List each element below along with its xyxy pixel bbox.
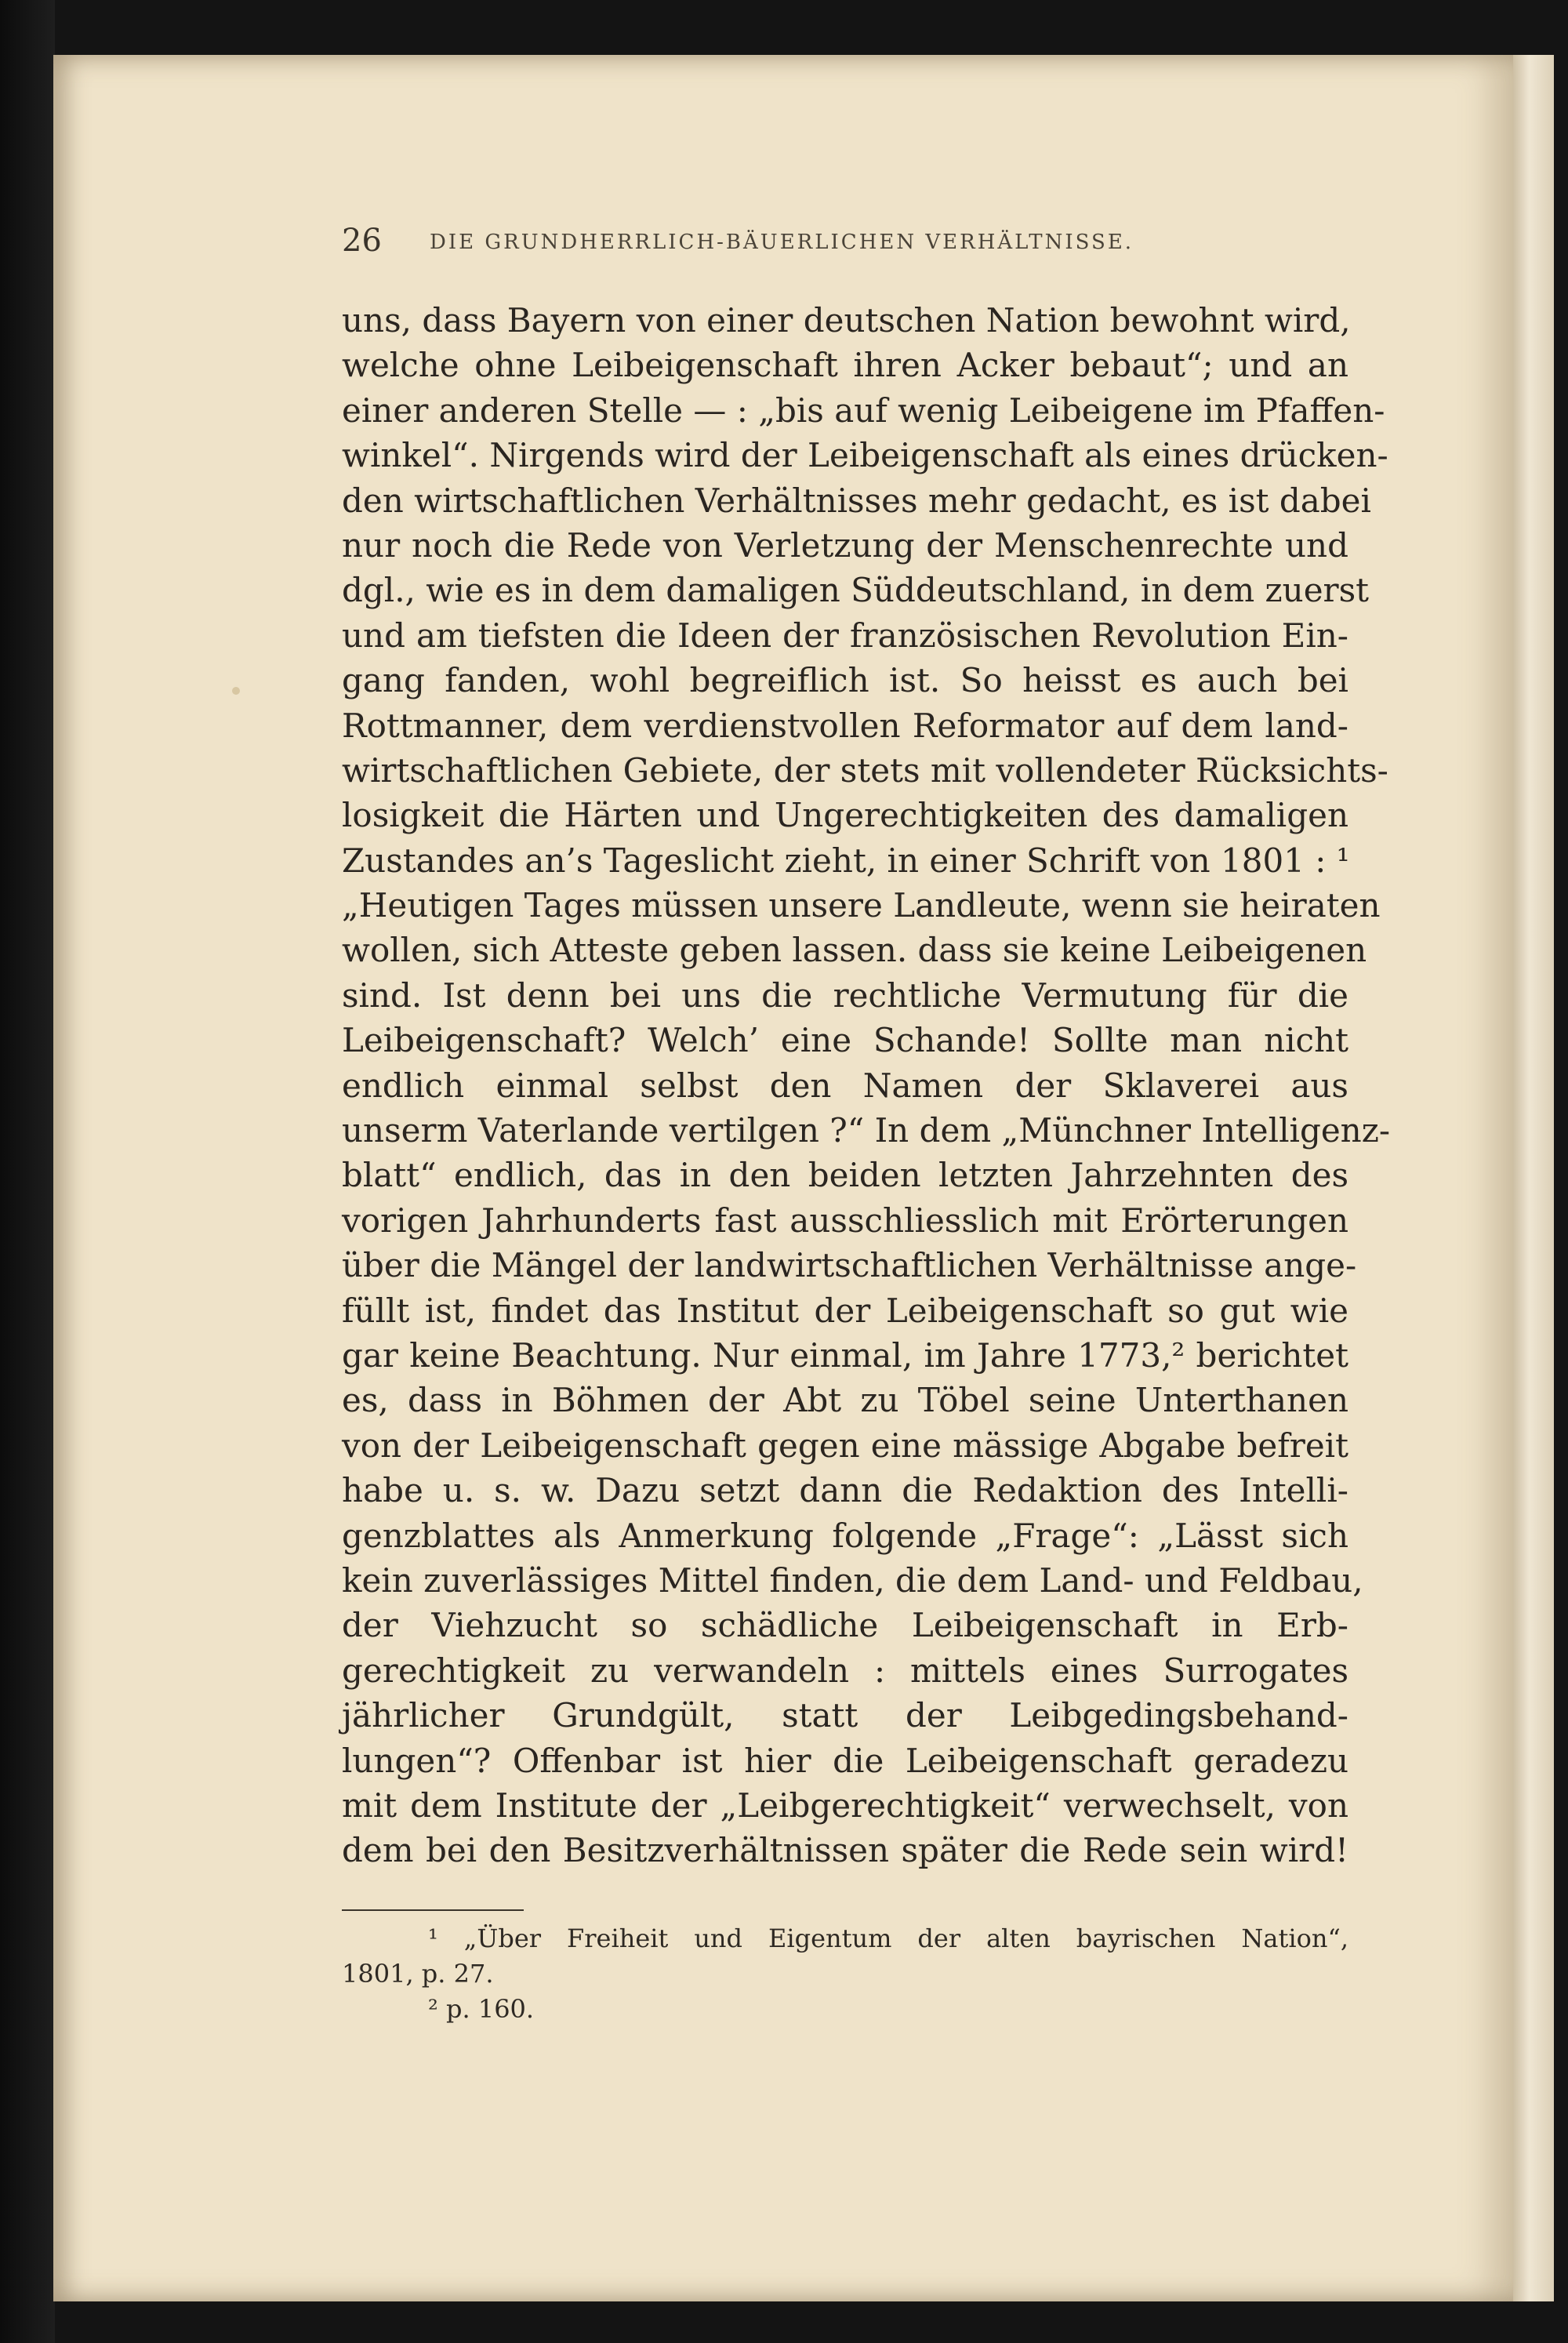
footnote-1-line-2: 1801, p. 27. xyxy=(342,1959,494,1989)
footnotes xyxy=(342,1921,1348,2027)
text-line: Leibeigenschaft? Welch’ eine Schande! Sollte man nicht xyxy=(342,1021,1348,1060)
text-line: es, dass in Böhmen der Abt zu Töbel seine Unterthanen xyxy=(342,1381,1348,1420)
page-edge xyxy=(1513,55,1554,2301)
text-line: gar keine Beachtung. Nur einmal, im Jahre 1773,² berichtet xyxy=(342,1335,1348,1375)
text-line: sind. Ist denn bei uns die rechtliche Vermutung für die xyxy=(342,975,1348,1015)
text-line: unserm Vaterlande vertilgen ?“ In dem „Münchner Intelligenz- xyxy=(342,1111,1391,1150)
text-line: gang fanden, wohl begreiflich ist. So heisst es auch bei xyxy=(342,661,1348,700)
text-line: nur noch die Rede von Verletzung der Menschenrechte und xyxy=(342,525,1348,565)
text-line: den wirtschaftlichen Verhältnisses mehr gedacht, es ist dabei xyxy=(342,481,1371,520)
book-gutter xyxy=(0,0,55,2343)
text-line: blatt“ endlich, das in den beiden letzten Jahrzehnten des xyxy=(342,1156,1348,1195)
text-line: von der Leibeigenschaft gegen eine mässige Abgabe befreit xyxy=(342,1426,1348,1465)
text-line: Zustandes an’s Tageslicht zieht, in einer Schrift von 1801 : ¹ xyxy=(342,841,1350,880)
page-number: 26 xyxy=(342,223,382,259)
text-line: einer anderen Stelle — : „bis auf wenig Leibeigene im Pfaffen- xyxy=(342,390,1385,430)
text-line: jährlicher Grundgült, statt der Leibgedingsbehand- xyxy=(342,1696,1348,1735)
text-line: über die Mängel der landwirtschaftlichen Verhältnisse ange- xyxy=(342,1246,1357,1285)
text-line: lungen“? Offenbar ist hier die Leibeigenschaft geradezu xyxy=(342,1741,1348,1780)
text-line: uns, dass Bayern von einer deutschen Nation bewohnt wird, xyxy=(342,301,1351,340)
text-line: wirtschaftlichen Gebiete, der stets mit vollendeter Rücksichts- xyxy=(342,750,1388,790)
text-line: der Viehzucht so schädliche Leibeigenschaft in Erb- xyxy=(342,1606,1348,1645)
text-line: wollen, sich Atteste geben lassen. dass sie keine Leibeigenen xyxy=(342,931,1367,970)
text-line: dgl., wie es in dem damaligen Süddeutschland, in dem zuerst xyxy=(342,571,1370,610)
text-line: Rottmanner, dem verdienstvollen Reformator auf dem land- xyxy=(342,706,1348,745)
text-line: genzblattes als Anmerkung folgende „Frage“: „Lässt sich xyxy=(342,1516,1348,1555)
text-line: vorigen Jahrhunderts fast ausschliesslich mit Erörterungen xyxy=(342,1201,1348,1240)
text-line: winkel“. Nirgends wird der Leibeigenschaft als eines drücken- xyxy=(342,436,1388,475)
text-line: gerechtigkeit zu verwandeln : mittels eines Surrogates xyxy=(342,1651,1348,1690)
footnote-rule xyxy=(342,1909,524,1911)
text-line: füllt ist, findet das Institut der Leibeigenschaft so gut wie xyxy=(342,1291,1348,1330)
footnote-2: ² p. 160. xyxy=(428,1994,535,2024)
running-title: DIE GRUNDHERRLICH-BÄUERLICHEN VERHÄLTNISSE. xyxy=(430,231,1134,254)
text-line: kein zuverlässiges Mittel finden, die dem Land- und Feldbau, xyxy=(342,1560,1363,1600)
text-line: dem bei den Besitzverhältnissen später die Rede sein wird! xyxy=(342,1831,1348,1870)
paper-spot xyxy=(232,687,240,695)
text-line: losigkeit die Härten und Ungerechtigkeiten des damaligen xyxy=(342,796,1348,835)
text-line: habe u. s. w. Dazu setzt dann die Redaktion des Intelli- xyxy=(342,1471,1348,1510)
body-text xyxy=(342,298,1391,1873)
footnote-1-line-1: ¹ „Über Freiheit und Eigentum der alten bayrischen Nation“, xyxy=(428,1923,1348,1953)
text-line: „Heutigen Tages müssen unsere Landleute, wenn sie heiraten xyxy=(342,886,1381,925)
text-line: mit dem Institute der „Leibgerechtigkeit“ verwechselt, von xyxy=(342,1785,1348,1825)
text-line: endlich einmal selbst den Namen der Sklaverei aus xyxy=(342,1066,1348,1105)
text-line: und am tiefsten die Ideen der französischen Revolution Ein- xyxy=(342,616,1348,655)
running-head xyxy=(342,223,1251,262)
text-line: welche ohne Leibeigenschaft ihren Acker bebaut“; und an xyxy=(342,346,1348,385)
